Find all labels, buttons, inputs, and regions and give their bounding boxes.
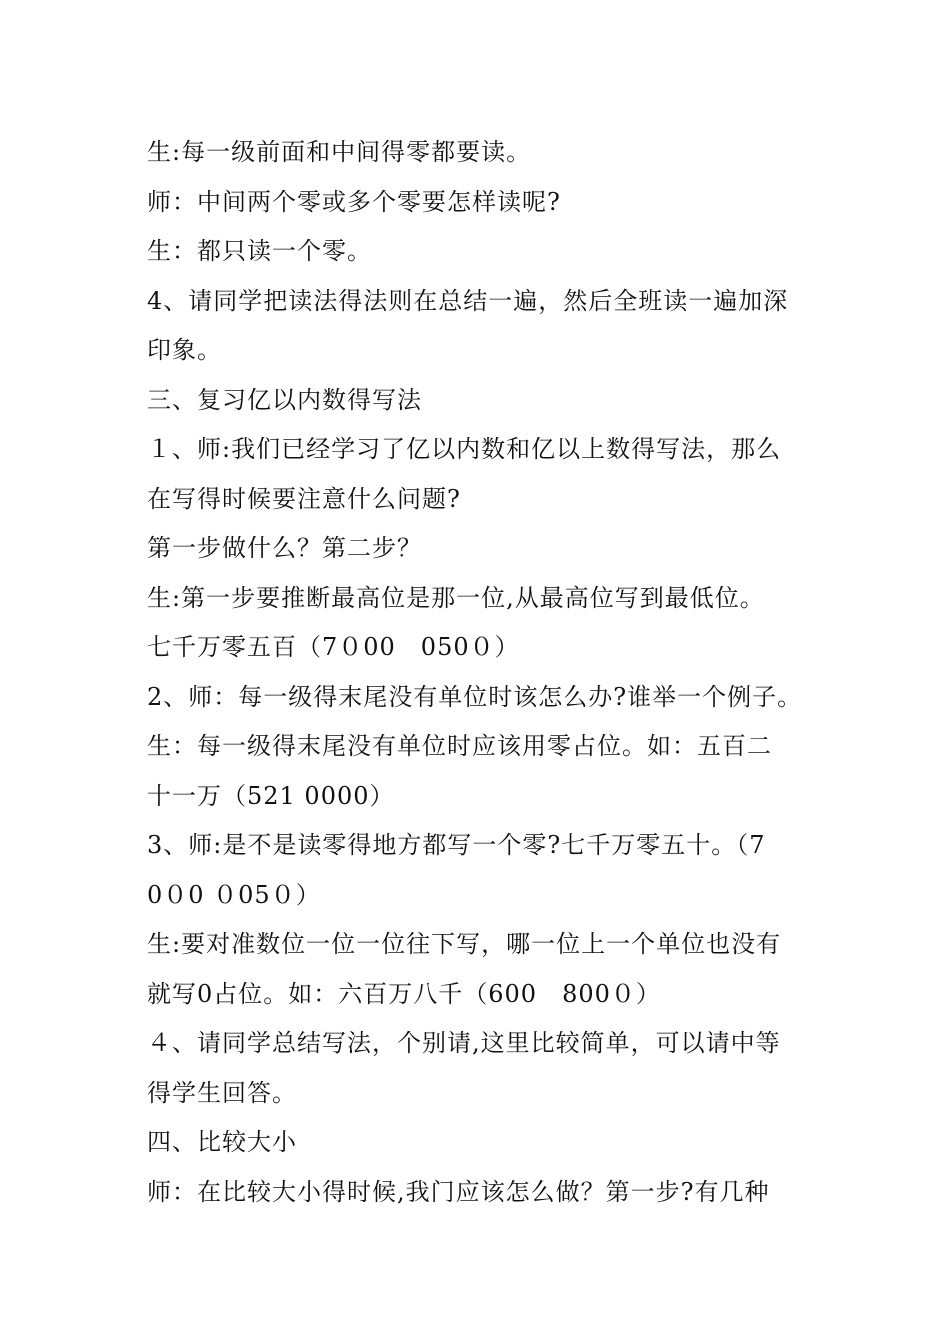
text-line: 七千万零五百（7０00 050０） (147, 633, 520, 661)
text-line: 得学生回答。 (147, 1078, 297, 1107)
text-line: 十一万（521 0000） (147, 781, 395, 810)
text-line: 生:第一步要推断最高位是那一位,从最高位写到最低位。 (147, 583, 765, 612)
text-line: 就写0占位。如：六百万八千（600 800０） (147, 979, 661, 1008)
text-line: 0０0 ０05０） (147, 880, 321, 909)
text-line: 生：每一级得末尾没有单位时应该用零占位。如：五百二 (147, 732, 772, 760)
text-line: １、师:我们已经学习了亿以内数和亿以上数得写法，那么 (147, 435, 782, 463)
text-line: 2、师：每一级得末尾没有单位时该怎么办?谁举一个例子。 (147, 682, 803, 711)
section-heading: 四、比较大小 (147, 1128, 297, 1156)
body-text (147, 128, 807, 1217)
text-line: 在写得时候要注意什么问题? (147, 484, 461, 513)
text-line: 生:每一级前面和中间得零都要读。 (147, 138, 532, 166)
section-heading: 三、复习亿以内数得写法 (147, 385, 422, 414)
text-line: 3、师:是不是读零得地方都写一个零?七千万零五十。（7 (147, 831, 766, 859)
text-line: 师：在比较大小得时候,我门应该怎么做？第一步?有几种 (147, 1177, 770, 1206)
text-line: 师：中间两个零或多个零要怎样读呢? (147, 187, 561, 216)
text-line: ４、请同学总结写法，个别请,这里比较简单，可以请中等 (147, 1029, 781, 1057)
text-line: 4、请同学把读法得法则在总结一遍，然后全班读一遍加深 (147, 286, 789, 315)
text-line: 生：都只读一个零。 (147, 237, 372, 265)
text-line: 生:要对准数位一位一位往下写，哪一位上一个单位也没有 (147, 930, 782, 958)
text-line: 印象。 (147, 336, 222, 364)
text-line: 第一步做什么？第二步？ (147, 534, 422, 562)
